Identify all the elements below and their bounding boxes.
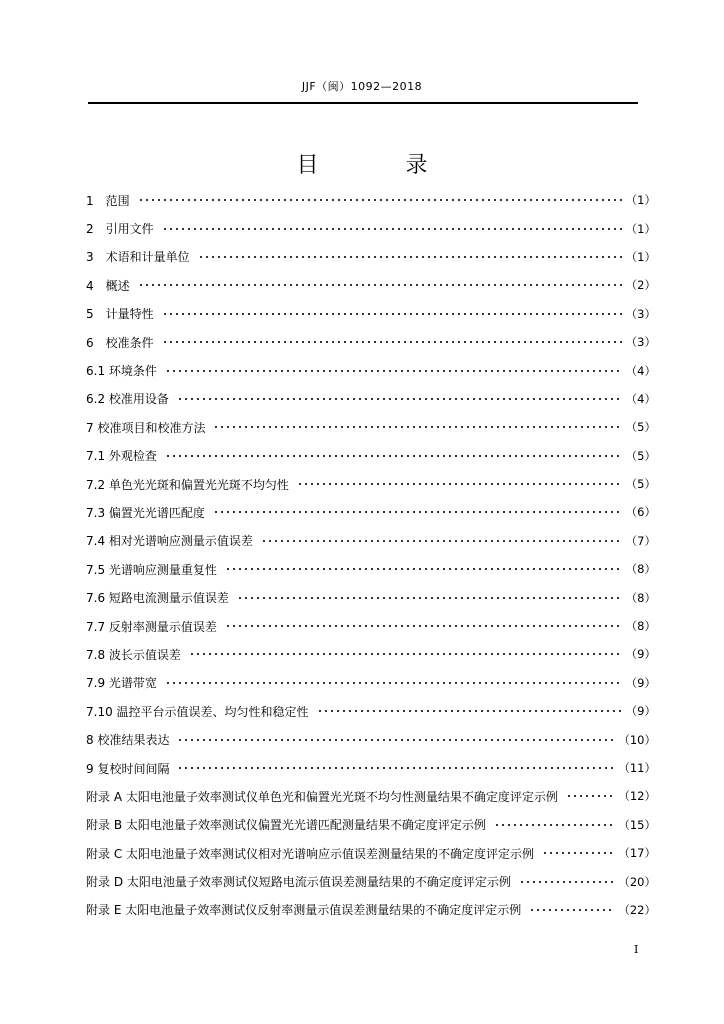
toc-entry[interactable] [86, 555, 656, 583]
dot-leader [213, 426, 622, 428]
dot-leader [177, 767, 615, 769]
toc-entry[interactable] [86, 271, 656, 299]
toc-entry-page: （1） [625, 221, 656, 236]
toc-entry-label: 9 复校时间间隔 [86, 761, 170, 776]
toc-entry[interactable] [86, 612, 656, 640]
toc-entry-page: （1） [625, 193, 656, 208]
toc-entry[interactable] [86, 186, 656, 214]
toc-entry-label: 7.3 偏置光光谱匹配度 [86, 505, 205, 520]
toc-entry-page: （7） [625, 533, 656, 548]
toc-entry-label: 8 校准结果表达 [86, 733, 170, 748]
toc-entry-page: （12） [618, 789, 656, 804]
toc-entry-page: （11） [618, 761, 656, 775]
toc-entry-page: （10） [618, 732, 656, 747]
toc-entry-label: 7.4 相对光谱响应测量示值误差 [86, 534, 253, 549]
toc-entry[interactable] [86, 356, 656, 384]
toc-entry-page: （8） [625, 619, 656, 634]
toc-entry[interactable] [86, 697, 656, 725]
toc-entry[interactable] [86, 527, 656, 555]
toc-entry-label: 7.5 光谱响应测量重复性 [86, 562, 217, 577]
toc-entry-label: 7.1 外观检查 [86, 449, 157, 464]
header-rule [88, 102, 638, 104]
toc-entry-page: （5） [625, 477, 656, 492]
toc-entry-label: 5 计量特性 [86, 307, 154, 322]
dot-leader [213, 511, 623, 513]
toc-entry-label: 7 校准项目和校准方法 [86, 420, 206, 435]
toc-entry-page: （22） [618, 902, 656, 917]
toc-entry-label: 7.8 波长示值误差 [86, 647, 181, 662]
toc-entry-label: 1 范围 [86, 193, 130, 208]
toc-entry[interactable] [86, 782, 656, 810]
toc-list [86, 186, 656, 924]
toc-entry-label: 6.2 校准用设备 [86, 392, 169, 407]
toc-entry-label: 附录 B 太阳电池量子效率测试仪偏置光光谱匹配测量结果不确定度评定示例 [86, 818, 486, 833]
toc-entry-label: 附录 C 太阳电池量子效率测试仪相对光谱响应示值误差测量结果的不确定度评定示例 [86, 846, 535, 861]
toc-entry[interactable] [86, 214, 656, 242]
dot-leader [177, 739, 615, 741]
toc-entry[interactable] [86, 839, 656, 867]
toc-entry-page: （15） [618, 817, 656, 832]
page-number: I [634, 943, 639, 956]
toc-entry[interactable] [86, 725, 656, 753]
dot-leader [165, 682, 623, 684]
toc-entry-page: （17） [618, 846, 656, 861]
dot-leader [542, 852, 615, 854]
toc-entry[interactable] [86, 413, 656, 441]
dot-leader [317, 710, 623, 712]
dot-leader [177, 398, 623, 400]
toc-entry[interactable] [86, 867, 656, 895]
toc-entry-page: （9） [625, 704, 656, 719]
toc-entry[interactable] [86, 811, 656, 839]
toc-entry-label: 附录 D 太阳电池量子效率测试仪短路电流示值误差测量结果的不确定度评定示例 [86, 875, 511, 890]
toc-entry-page: （4） [625, 363, 656, 378]
toc-entry[interactable] [86, 328, 656, 356]
toc-entry-label: 附录 E 太阳电池量子效率测试仪反射率测量示值误差测量结果的不确定度评定示例 [86, 903, 522, 918]
toc-entry-page: （1） [625, 249, 656, 264]
dot-leader [237, 597, 623, 599]
toc-title: 目 录 [296, 153, 468, 178]
toc-entry[interactable] [86, 470, 656, 498]
toc-entry-page: （5） [625, 448, 656, 463]
toc-entry[interactable] [86, 640, 656, 668]
toc-entry-label: 7.7 反射率测量示值误差 [86, 619, 217, 634]
dot-leader [297, 483, 623, 485]
dot-leader [189, 653, 623, 655]
dot-leader [519, 881, 615, 883]
dot-leader [165, 370, 623, 372]
toc-entry-label: 7.2 单色光光斑和偏置光光斑不均匀性 [86, 477, 289, 492]
toc-entry-page: （6） [625, 505, 656, 520]
dot-leader [225, 625, 623, 627]
toc-entry[interactable] [86, 669, 656, 697]
toc-entry-page: （4） [625, 391, 656, 406]
dot-leader [198, 256, 623, 258]
toc-entry-page: （8） [625, 562, 656, 577]
toc-entry-page: （8） [625, 590, 656, 605]
dot-leader [494, 824, 615, 826]
toc-entry[interactable] [86, 243, 656, 271]
toc-entry[interactable] [86, 583, 656, 611]
toc-entry-label: 附录 A 太阳电池量子效率测试仪单色光和偏置光光斑不均匀性测量结果不确定度评定示例 [86, 789, 558, 804]
dot-leader [162, 313, 623, 315]
toc-entry-page: （9） [625, 675, 656, 690]
dot-leader [138, 199, 623, 201]
toc-entry[interactable] [86, 498, 656, 526]
dot-leader [138, 284, 623, 286]
toc-entry-label: 7.9 光谱带宽 [86, 676, 157, 691]
dot-leader [529, 909, 615, 911]
toc-entry[interactable] [86, 385, 656, 413]
dot-leader [165, 455, 623, 457]
dot-leader [162, 228, 623, 230]
toc-entry-page: （3） [625, 335, 656, 350]
toc-entry-page: （5） [625, 420, 656, 435]
toc-entry-label: 7.10 温控平台示值误差、均匀性和稳定性 [86, 704, 309, 719]
toc-entry-label: 3 术语和计量单位 [86, 250, 190, 265]
toc-entry[interactable] [86, 754, 656, 782]
toc-entry-label: 2 引用文件 [86, 222, 154, 237]
toc-entry-page: （2） [625, 278, 656, 293]
toc-entry[interactable] [86, 300, 656, 328]
toc-entry-label: 6.1 环境条件 [86, 364, 157, 379]
toc-entry-page: （20） [618, 874, 656, 889]
toc-entry-label: 4 概述 [86, 278, 130, 293]
dot-leader [225, 568, 623, 570]
dot-leader [261, 540, 623, 542]
toc-entry-page: （3） [625, 306, 656, 321]
toc-entry-label: 7.6 短路电流测量示值误差 [86, 591, 229, 606]
dot-leader [162, 341, 623, 343]
toc-entry-label: 6 校准条件 [86, 335, 154, 350]
dot-leader [566, 795, 616, 797]
toc-entry-page: （9） [625, 647, 656, 662]
toc-entry[interactable] [86, 896, 656, 924]
page-header: JJF（闽）1092—2018 [301, 80, 423, 93]
toc-entry[interactable] [86, 442, 656, 470]
